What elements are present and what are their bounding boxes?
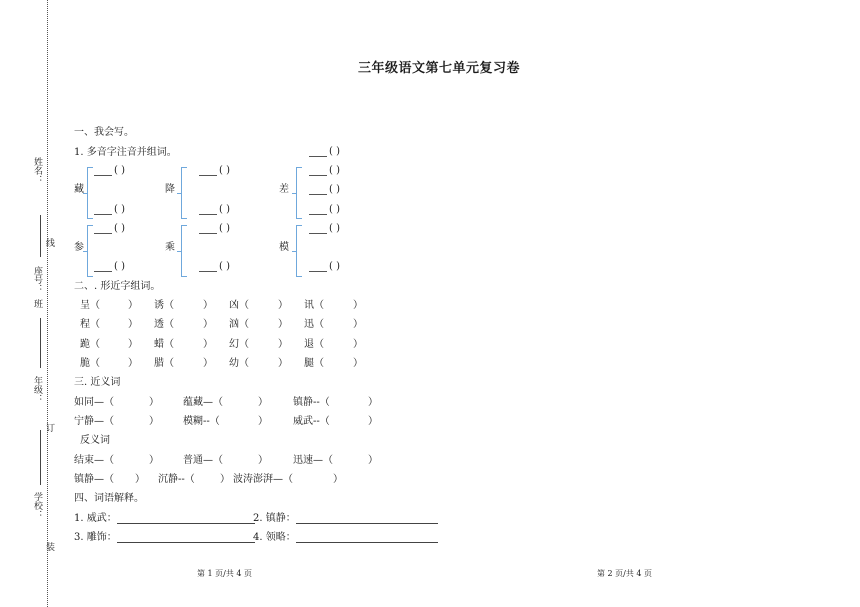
synonym-cell: ） [149, 416, 159, 427]
word-cell: 幼（ [229, 358, 249, 369]
word-cell: 凶（ [229, 300, 249, 311]
word-cell: ） [128, 319, 138, 330]
grade-underline [40, 430, 41, 485]
pinyin-blank[interactable]: ( ) [309, 224, 340, 234]
word-cell: ） [353, 339, 363, 350]
word-cell: 汹（ [229, 319, 249, 330]
polyphone-char: 降 [165, 184, 175, 195]
page-title: 三年级语文第七单元复习卷 [358, 61, 521, 76]
page-number-right: 第 2 页/共 4 页 [597, 569, 653, 578]
antonym-cell: ） [368, 455, 378, 466]
answer-line[interactable] [296, 514, 438, 524]
pinyin-blank[interactable]: ( ) [199, 205, 230, 215]
word-cell: ） [278, 319, 288, 330]
definition-item: 4. 领略： [253, 533, 438, 543]
class-label: 班 [32, 299, 42, 308]
word-cell: ） [353, 300, 363, 311]
definition-item: 1. 威武： [74, 514, 255, 524]
synonym-cell: ） [368, 397, 378, 408]
synonym-cell: 模糊--（ [183, 416, 220, 427]
seat-label: 座号： [32, 266, 42, 293]
word-cell: ） [128, 358, 138, 369]
polyphone-char: 差 [279, 184, 289, 195]
question1-text: 1. 多音字注音并组词。 [74, 147, 177, 158]
synonym-cell: 宁静—（ [74, 416, 114, 427]
word-cell: 跪（ [80, 339, 100, 350]
pinyin-blank[interactable]: ( ) [199, 224, 230, 234]
antonym-cell: 普通—（ [183, 455, 223, 466]
synonym-cell: 威武--（ [293, 416, 330, 427]
brace [87, 167, 93, 219]
polyphone-char: 藏 [74, 184, 84, 195]
antonym-cell: 波涛澎湃—（ [233, 474, 293, 485]
seal-mark: 装 [44, 542, 54, 551]
answer-line[interactable] [117, 533, 255, 543]
word-cell: 退（ [304, 339, 324, 350]
answer-line[interactable] [117, 514, 255, 524]
grade-label: 年级： [32, 376, 42, 403]
word-cell: 幻（ [229, 339, 249, 350]
brace [296, 167, 302, 219]
pinyin-blank[interactable]: ( ) [94, 224, 125, 234]
synonym-cell: ） [258, 397, 268, 408]
pinyin-blank[interactable]: ( ) [94, 205, 125, 215]
word-cell: ） [278, 339, 288, 350]
word-cell: 程（ [80, 319, 100, 330]
word-cell: ） [203, 319, 213, 330]
antonym-cell: 沉静--（ [158, 474, 195, 485]
brace [87, 225, 93, 277]
antonym-cell: ） [258, 455, 268, 466]
pinyin-blank[interactable]: ( ) [309, 205, 340, 215]
antonym-cell: 镇静—（ [74, 474, 114, 485]
word-cell: 呈（ [80, 300, 100, 311]
bind-mark: 订 [44, 423, 54, 432]
pinyin-blank[interactable]: ( ) [199, 262, 230, 272]
answer-line[interactable] [296, 533, 438, 543]
line-mark: 线 [44, 238, 54, 247]
brace [181, 225, 187, 277]
antonym-cell: ） [220, 474, 230, 485]
name-underline [40, 215, 41, 257]
school-label: 学校： [32, 492, 42, 519]
page-number-left: 第 1 页/共 4 页 [197, 569, 253, 578]
pinyin-blank[interactable]: ( ) [199, 166, 230, 176]
antonym-cell: ） [333, 474, 343, 485]
polyphone-char: 乘 [165, 242, 175, 253]
synonym-cell: 镇静--（ [293, 397, 330, 408]
name-label: 姓名： [32, 157, 42, 184]
antonym-cell: ） [135, 474, 145, 485]
antonym-cell: 迅速—（ [293, 455, 333, 466]
word-cell: ） [128, 300, 138, 311]
pinyin-blank[interactable]: ( ) [94, 262, 125, 272]
section4-heading: 四、词语解释。 [74, 493, 144, 504]
word-cell: ） [353, 358, 363, 369]
synonym-cell: ） [258, 416, 268, 427]
polyphone-char: 模 [279, 242, 289, 253]
synonym-cell: ） [149, 397, 159, 408]
class-underline [40, 318, 41, 368]
pinyin-blank[interactable]: ( ) [94, 166, 125, 176]
pinyin-blank[interactable]: ( ) [309, 166, 340, 176]
binding-dotted-line [47, 0, 48, 607]
word-cell: 诱（ [154, 300, 174, 311]
synonym-cell: ） [368, 416, 378, 427]
word-cell: 迅（ [304, 319, 324, 330]
word-cell: 腊（ [154, 358, 174, 369]
word-cell: ） [203, 358, 213, 369]
section2-heading: 二、. 形近字组词。 [74, 281, 161, 292]
word-cell: 脆（ [80, 358, 100, 369]
word-cell: ） [203, 339, 213, 350]
antonym-cell: ） [149, 455, 159, 466]
definition-item: 2. 镇静： [253, 514, 438, 524]
word-cell: 腿（ [304, 358, 324, 369]
antonym-cell: 结束—（ [74, 455, 114, 466]
antonym-heading: 反义词 [80, 435, 110, 446]
word-cell: ） [278, 300, 288, 311]
pinyin-blank[interactable]: ( ) [309, 185, 340, 195]
word-cell: ） [128, 339, 138, 350]
polyphone-char: 参 [74, 242, 84, 253]
synonym-cell: 蕴藏—（ [183, 397, 223, 408]
word-cell: 讯（ [304, 300, 324, 311]
word-cell: 透（ [154, 319, 174, 330]
word-cell: ） [278, 358, 288, 369]
brace [181, 167, 187, 219]
brace [296, 225, 302, 277]
section1-heading: 一、我会写。 [74, 127, 134, 138]
pinyin-blank[interactable]: ( ) [309, 262, 340, 272]
word-cell: ） [203, 300, 213, 311]
pinyin-blank[interactable]: ( ) [309, 147, 340, 157]
definition-item: 3. 雕饰： [74, 533, 255, 543]
word-cell: ） [353, 319, 363, 330]
section3-heading: 三. 近义词 [74, 377, 121, 388]
word-cell: 蜡（ [154, 339, 174, 350]
synonym-cell: 如同—（ [74, 397, 114, 408]
